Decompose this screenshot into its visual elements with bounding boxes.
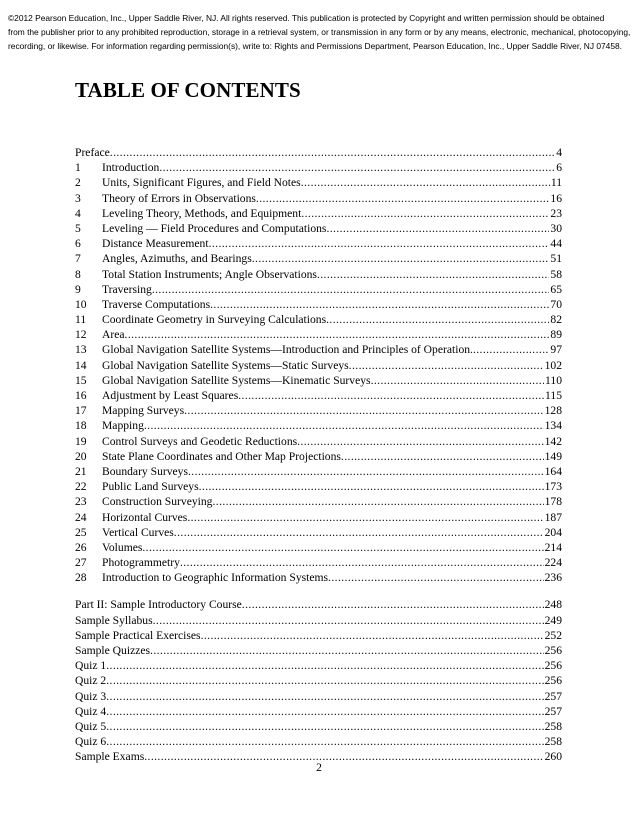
entry-title: Traverse Computations <box>102 297 211 311</box>
dot-leader <box>187 510 543 525</box>
entry-title: Mapping Surveys <box>102 404 185 418</box>
toc-entry <box>75 267 562 282</box>
chapter-number: 4 <box>75 206 81 220</box>
entry-page-number: 70 <box>550 297 562 311</box>
entry-title: Area <box>102 328 125 342</box>
entry-page-number: 149 <box>544 449 562 463</box>
entry-page-number: 258 <box>544 719 562 733</box>
chapter-number: 28 <box>75 571 87 585</box>
toc-entry <box>75 719 562 734</box>
entry-title: Adjustment by Least Squares <box>102 389 239 402</box>
entry-title: Construction Surveying <box>102 495 213 509</box>
entry-title: Quiz 3 <box>75 689 107 703</box>
toc-entry <box>75 327 562 342</box>
dot-leader <box>297 434 543 449</box>
dot-leader <box>212 494 543 509</box>
dot-leader <box>371 373 544 388</box>
entry-title: Photogrammetry <box>102 556 180 570</box>
entry-title: Total Station Instruments; Angle Observations <box>102 267 317 281</box>
page-number: 2 <box>316 761 322 774</box>
chapter-number: 21 <box>75 464 87 478</box>
section-gap <box>75 585 562 597</box>
dot-leader <box>106 734 543 749</box>
toc-entry <box>75 221 562 236</box>
entry-page-number: 236 <box>544 571 562 585</box>
entry-page-number: 256 <box>544 659 562 673</box>
dot-leader <box>349 358 544 373</box>
entry-page-number: 89 <box>550 328 562 342</box>
page-title: TABLE OF CONTENTS <box>75 78 301 102</box>
toc-entry <box>75 312 562 327</box>
toc-entry <box>75 704 562 719</box>
entry-page-number: 173 <box>544 480 562 494</box>
dot-leader <box>142 540 543 555</box>
dot-leader <box>150 643 544 658</box>
copyright-line: from the publisher prior to any prohibited reproduction, storage in a retrieval system, or transmission in any form or by any means, electronic, mechanical, photocopying, <box>8 27 631 37</box>
dot-leader <box>110 145 555 160</box>
dot-leader <box>256 191 550 206</box>
dot-leader <box>242 597 544 612</box>
entry-page-number: 257 <box>544 689 562 703</box>
toc-entry <box>75 297 562 312</box>
table-of-contents <box>75 145 562 765</box>
entry-title: Units, Significant Figures, and Field Notes <box>102 176 301 190</box>
toc-entry <box>75 206 562 221</box>
entry-page-number: 187 <box>544 510 562 524</box>
toc-entry <box>75 418 562 433</box>
entry-title: Preface <box>75 146 110 159</box>
chapter-number: 14 <box>75 358 87 372</box>
entry-page-number: 224 <box>544 556 562 570</box>
toc-entry <box>75 689 562 704</box>
toc-entry <box>75 734 562 749</box>
chapter-number: 2 <box>75 176 81 190</box>
dot-leader <box>326 221 549 236</box>
entry-page-number: 257 <box>544 704 562 718</box>
toc-entry <box>75 510 562 525</box>
entry-page-number: 142 <box>544 434 562 448</box>
dot-leader <box>174 525 544 540</box>
chapter-number: 6 <box>75 237 81 251</box>
toc-entry <box>75 434 562 449</box>
entry-page-number: 134 <box>544 419 562 433</box>
chapter-number: 8 <box>75 267 81 281</box>
entry-title: Quiz 1 <box>75 659 107 673</box>
toc-entry <box>75 597 562 612</box>
entry-page-number: 30 <box>550 221 562 235</box>
entry-page-number: 178 <box>544 495 562 509</box>
toc-entry <box>75 373 562 388</box>
toc-entry <box>75 191 562 206</box>
entry-title: Quiz 2 <box>75 674 107 688</box>
entry-title: Horizontal Curves <box>102 510 188 524</box>
dot-leader <box>210 297 549 312</box>
chapter-list <box>75 145 562 585</box>
entry-title: Sample Practical Exercises <box>75 628 201 642</box>
dot-leader <box>188 464 544 479</box>
dot-leader <box>473 342 549 357</box>
entry-page-number: 256 <box>544 644 562 657</box>
chapter-number: 11 <box>75 313 87 327</box>
entry-title: Part II: Sample Introductory Course <box>75 598 242 612</box>
entry-page-number: 256 <box>544 674 562 688</box>
dot-leader <box>184 403 543 418</box>
entry-page-number: 214 <box>544 540 562 554</box>
toc-entry <box>75 175 562 190</box>
entry-title: Sample Exams <box>75 750 145 764</box>
entry-page-number: 16 <box>550 191 562 205</box>
entry-page-number: 11 <box>550 176 562 190</box>
toc-entry <box>75 494 562 509</box>
entry-title: Introduction to Geographic Information Systems <box>102 571 329 585</box>
dot-leader <box>106 673 543 688</box>
dot-leader <box>326 312 549 327</box>
entry-page-number: 65 <box>550 282 562 296</box>
entry-page-number: 204 <box>544 525 562 539</box>
dot-leader <box>301 206 549 221</box>
entry-title: Theory of Errors in Observations <box>102 191 256 205</box>
toc-entry <box>75 358 562 373</box>
entry-title: Quiz 6 <box>75 735 107 749</box>
entry-page-number: 58 <box>550 267 562 281</box>
toc-entry <box>75 236 562 251</box>
toc-entry <box>75 160 562 175</box>
toc-entry <box>75 282 562 297</box>
dot-leader <box>106 658 543 673</box>
chapter-number: 20 <box>75 449 87 463</box>
toc-entry <box>75 479 562 494</box>
entry-page-number: 4 <box>556 146 562 159</box>
entry-title: Traversing <box>102 282 152 296</box>
entry-page-number: 82 <box>550 313 562 327</box>
dot-leader <box>252 251 550 266</box>
toc-entry <box>75 464 562 479</box>
chapter-number: 12 <box>75 328 87 342</box>
entry-page-number: 44 <box>550 237 562 251</box>
entry-title: Control Surveys and Geodetic Reductions <box>102 434 298 448</box>
entry-title: Boundary Surveys <box>102 464 188 478</box>
entry-title: Quiz 4 <box>75 704 107 718</box>
copyright-line: ©2012 Pearson Education, Inc., Upper Saddle River, NJ. All rights reserved. This publication is protected by Copyright and written permission should be obtained <box>8 13 605 23</box>
dot-leader <box>341 449 544 464</box>
toc-entry <box>75 673 562 688</box>
entry-page-number: 258 <box>544 735 562 749</box>
copyright-notice <box>8 11 632 53</box>
chapter-number: 24 <box>75 510 87 524</box>
entry-title: Leveling — Field Procedures and Computations <box>102 221 327 235</box>
entry-title: Sample Syllabus <box>75 613 153 627</box>
entry-title: Introduction <box>102 161 160 175</box>
toc-entry <box>75 613 562 628</box>
entry-title: Coordinate Geometry in Surveying Calculations <box>102 313 327 327</box>
entry-title: State Plane Coordinates and Other Map Projections <box>102 449 341 463</box>
chapter-number: 7 <box>75 252 81 266</box>
part-two-list <box>75 597 562 764</box>
dot-leader <box>328 570 544 585</box>
entry-title: Volumes <box>102 540 143 554</box>
chapter-number: 19 <box>75 434 87 448</box>
entry-title: Vertical Curves <box>102 525 174 539</box>
entry-page-number: 51 <box>550 252 562 266</box>
entry-page-number: 6 <box>556 161 562 175</box>
dot-leader <box>180 555 544 570</box>
toc-entry <box>75 555 562 570</box>
chapter-number: 16 <box>75 389 87 402</box>
chapter-number: 27 <box>75 556 87 570</box>
dot-leader <box>144 418 544 433</box>
entry-page-number: 110 <box>545 373 562 387</box>
entry-title: Distance Measurement <box>102 237 209 251</box>
entry-title: Global Navigation Satellite Systems—Static Surveys <box>102 358 349 372</box>
dot-leader <box>317 267 549 282</box>
chapter-number: 17 <box>75 404 87 418</box>
chapter-number: 23 <box>75 495 87 509</box>
toc-entry <box>75 658 562 673</box>
copyright-line: recording, or likewise. For information regarding permission(s), write to: Rights and Permissions Department, Pearson Education, Inc., Upper Saddle River, NJ 07458. <box>8 41 622 51</box>
chapter-number: 10 <box>75 297 87 311</box>
entry-page-number: 164 <box>544 464 562 478</box>
entry-page-number: 249 <box>544 613 562 627</box>
entry-title: Sample Quizzes <box>75 644 151 657</box>
entry-page-number: 115 <box>545 389 562 402</box>
dot-leader <box>153 613 544 628</box>
entry-title: Leveling Theory, Methods, and Equipment <box>102 206 302 220</box>
entry-page-number: 128 <box>544 404 562 418</box>
entry-page-number: 102 <box>544 358 562 372</box>
entry-title: Global Navigation Satellite Systems—Introduction and Principles of Operation. <box>102 343 473 357</box>
entry-page-number: 23 <box>550 206 562 220</box>
entry-page-number: 97 <box>550 343 562 357</box>
chapter-number: 9 <box>75 282 81 296</box>
dot-leader <box>152 282 550 297</box>
dot-leader <box>106 719 543 734</box>
toc-entry <box>75 628 562 643</box>
chapter-number: 3 <box>75 191 81 205</box>
entry-title: Global Navigation Satellite Systems—Kinematic Surveys <box>102 373 371 387</box>
entry-title: Mapping <box>102 419 144 433</box>
toc-entry <box>75 643 562 658</box>
entry-title: Quiz 5 <box>75 719 107 733</box>
toc-entry <box>75 145 562 160</box>
chapter-number: 5 <box>75 221 81 235</box>
toc-entry <box>75 251 562 266</box>
entry-page-number: 260 <box>544 750 562 764</box>
toc-entry <box>75 403 562 418</box>
toc-entry <box>75 525 562 540</box>
entry-page-number: 248 <box>544 598 562 612</box>
dot-leader <box>238 388 544 403</box>
entry-title: Public Land Surveys <box>102 480 199 494</box>
toc-entry <box>75 570 562 585</box>
dot-leader <box>106 704 543 719</box>
entry-page-number: 252 <box>544 628 562 642</box>
dot-leader <box>301 175 550 190</box>
dot-leader <box>201 628 544 643</box>
chapter-number: 22 <box>75 480 87 494</box>
chapter-number: 26 <box>75 540 87 554</box>
dot-leader <box>125 327 550 342</box>
chapter-number: 18 <box>75 419 87 433</box>
dot-leader <box>106 689 543 704</box>
toc-entry <box>75 342 562 357</box>
chapter-number: 13 <box>75 343 87 357</box>
toc-entry <box>75 449 562 464</box>
chapter-number: 1 <box>75 161 81 175</box>
dot-leader <box>159 160 555 175</box>
chapter-number: 25 <box>75 525 87 539</box>
chapter-number: 15 <box>75 373 87 387</box>
dot-leader <box>209 236 550 251</box>
dot-leader <box>199 479 544 494</box>
toc-entry <box>75 388 562 403</box>
entry-title: Angles, Azimuths, and Bearings <box>102 252 252 266</box>
toc-entry <box>75 540 562 555</box>
